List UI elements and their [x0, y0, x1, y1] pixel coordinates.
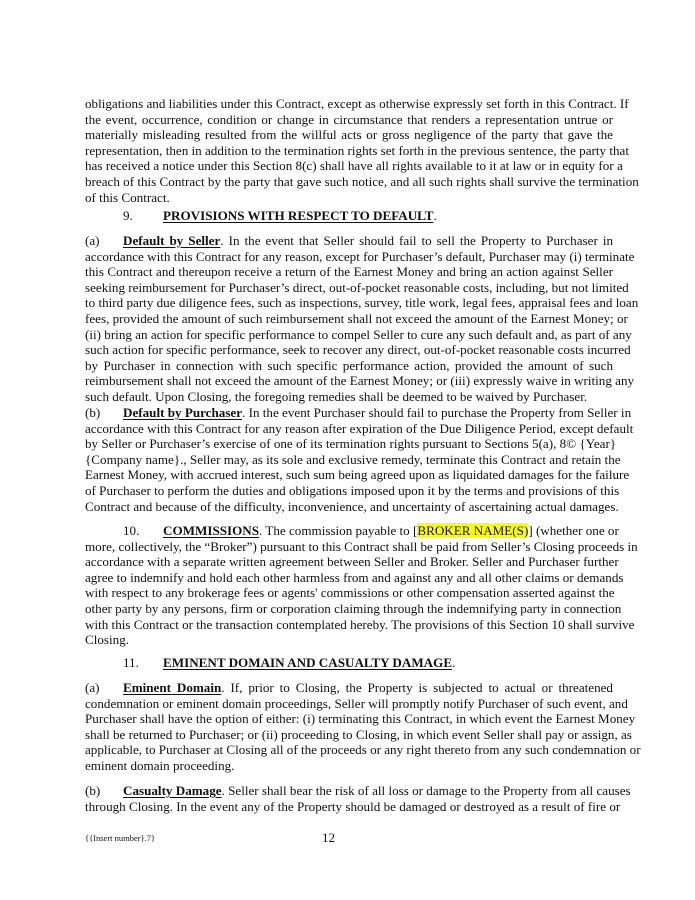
text-line: by Purchaser in connection with such specific performance action, provided the amount of such — [85, 357, 613, 373]
broker-name-placeholder: BROKER NAME(S) — [417, 523, 529, 538]
text-line: fees, provided the amount of such reimbursement shall not exceed the amount of the Earnest Money; or — [85, 310, 628, 326]
text-line: eminent domain proceeding. — [85, 757, 235, 773]
text-line: shall be returned to Purchaser; or (ii) proceeding to Closing, in which event Seller shall pay or assign, as — [85, 726, 632, 742]
text-line: condemnation or eminent domain proceedings, Seller will promptly notify Purchaser of such event, and — [85, 695, 628, 711]
page-number: 12 — [322, 830, 336, 845]
paragraph-label: (a) — [85, 680, 100, 695]
text-line: with respect to any brokerage fees or agents' commissions or other compensation asserted against the — [85, 585, 615, 601]
text-line: of this Contract. — [85, 189, 170, 205]
section-9b-paragraph — [85, 405, 634, 514]
text-line: through Closing. In the event any of the Property should be damaged or destroyed as a result of fire or — [85, 798, 621, 814]
text-line: this Contract and thereupon receive a return of the Earnest Money and bring an action against Seller — [85, 264, 613, 280]
text-line: Purchaser shall have the option of either: (i) terminating this Contract, in which event the Earnest Money — [85, 711, 636, 727]
text-line: accordance with this Contract for any reason, except for Purchaser’s default, Purchaser may (i) terminate — [85, 248, 635, 264]
section-9a-paragraph — [85, 233, 639, 405]
section-11b-paragraph — [85, 783, 631, 814]
text-line: {Company name}., Seller may, as its sole and exclusive remedy, terminate this Contract and retain the — [85, 451, 621, 467]
continuation-paragraph — [85, 96, 639, 205]
text-line: by Seller or Purchaser’s exercise of one of its termination rights pursuant to Sections 5(a), 8© {Year} — [85, 436, 617, 452]
section-number: 10. — [123, 523, 140, 538]
paragraph-heading: Default by Purchaser — [123, 405, 243, 420]
text-line: (ii) bring an action for specific performance to compel Seller to cure any such default and, as part of any — [85, 326, 632, 342]
paragraph-label: (b) — [85, 405, 101, 420]
text-line: 10. COMMISSIONS. The commission payable to [BROKER NAME(S)] (whether one or — [123, 523, 619, 538]
text-line: other party by any persons, firm or corporation claiming through the indemnifying party in connection — [85, 600, 622, 616]
text-line: (b) Casualty Damage. Seller shall bear the risk of all loss or damage to the Property from all causes — [85, 783, 631, 798]
text-line: with this Contract or the transaction contemplated hereby. The provisions of this Section 10 shall survive — [85, 616, 635, 632]
paragraph-heading: Default by Seller — [123, 233, 221, 248]
section-10-paragraph — [85, 523, 638, 648]
text-line: breach of this Contract by the party that gave such notice, and all such rights shall survive the termination — [85, 173, 639, 189]
text-line: Contract and because of the difficulty, inconvenience, and uncertainty of ascertaining actual damages. — [85, 498, 619, 514]
text-line: reimbursement shall not exceed the amount of the Earnest Money; or (iii) expressly waive in writing any — [85, 373, 635, 389]
text-line: (a) Default by Seller. In the event that Seller should fail to sell the Property to Purchaser in — [85, 233, 614, 248]
section-title: COMMISSIONS — [163, 523, 260, 538]
text-line: more, collectively, the “Broker”) pursuant to this Contract shall be paid from Seller’s Closing proceeds in — [85, 538, 638, 554]
text-line: Closing. — [85, 632, 130, 648]
text-line: of Purchaser to perform the duties and obligations imposed upon it by the terms and provisions of this — [85, 482, 620, 498]
paragraph-heading: Eminent Domain — [123, 680, 222, 695]
paragraph-label: (b) — [85, 783, 101, 798]
text-line: the event, occurrence, condition or change in circumstance that renders a representation untrue or — [85, 111, 613, 127]
text-line: agree to indemnify and hold each other harmless from and against any and all other claims or demands — [85, 569, 624, 585]
text-line: applicable, to Purchaser at Closing all of the proceeds or any right thereto from any such condemnation or — [85, 742, 641, 758]
text-line: has received a notice under this Section 8(c) shall have all rights available to it at law or in equity for a — [85, 158, 623, 174]
section-number: 11. — [123, 655, 139, 670]
text-line: representation, then in addition to the termination rights set forth in the previous sentence, the party that — [85, 142, 629, 158]
section-title: EMINENT DOMAIN AND CASUALTY DAMAGE. — [163, 655, 456, 670]
text-line: such action for specific performance, seek to recover any direct, out-of-pocket reasonable costs incurred — [85, 342, 631, 358]
section-title: PROVISIONS WITH RESPECT TO DEFAULT. — [163, 208, 437, 223]
text-line: seeking reimbursement for Purchaser’s direct, out-of-pocket reasonable costs, including, but not limited — [85, 279, 629, 295]
section-number: 9. — [123, 208, 133, 223]
text-line: (a) Eminent Domain. If, prior to Closing, the Property is subjected to actual or threatened — [85, 680, 613, 695]
paragraph-label: (a) — [85, 233, 100, 248]
text-line: accordance with this Contract for any reason after expiration of the Due Diligence Period, except default — [85, 420, 634, 436]
text-line: to third party due diligence fees, such as inspections, survey, title work, legal fees, appraisal fees and loan — [85, 295, 639, 311]
footer-document-id: {{Insert number}.7} — [85, 833, 156, 843]
text-line: Earnest Money, with accrued interest, such sum being agreed upon as liquidated damages for the failure — [85, 467, 630, 483]
text-line: obligations and liabilities under this Contract, except as otherwise expressly set forth in this Contract. If — [85, 96, 629, 111]
section-11a-paragraph — [85, 680, 641, 774]
text-line: such default. Upon Closing, the foregoing remedies shall be deemed to be waived by Purchaser. — [85, 388, 588, 404]
text-line: materially misleading resulted from the willful acts or gross negligence of the party that gave the — [85, 127, 613, 143]
text-line: (b) Default by Purchaser. In the event Purchaser should fail to purchase the Property from Seller in — [85, 405, 632, 420]
text-line: accordance with a separate written agreement between Seller and Broker. Seller and Purchaser further — [85, 554, 619, 570]
paragraph-heading: Casualty Damage — [123, 783, 222, 798]
